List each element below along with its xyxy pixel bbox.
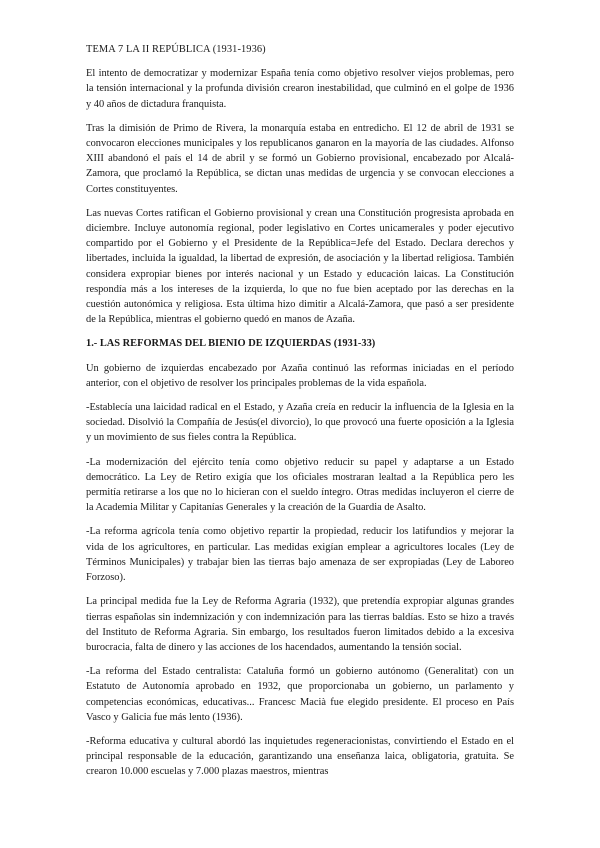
intro-paragraph-2: Tras la dimisión de Primo de Rivera, la monarquía estaba en entredicho. El 12 de abril de 1931 se convocaron elecciones municipales y los republicanos ganaron en la mayoría de las ciudades. Alfonso XIII abandonó el país el 14 de abril y se formó un Gobierno provisional, encabezado por Alcalá-Zamora, que proclamó la República, se dictan unas medidas de urgencia y se convocan elecciones a Cortes constituyentes. xyxy=(86,122,514,195)
section-paragraph-2: -Establecía una laicidad radical en el Estado, y Azaña creía en reducir la influencia de la Iglesia en la sociedad. Disolvió la Compañía de Jesús(el divorcio), lo que provocó una fuerte oposición a la Iglesia y un movimiento de sus fieles contra la República. xyxy=(86,402,514,444)
section-heading: 1.- LAS REFORMAS DEL BIENIO DE IZQUIERDAS (1931-33) xyxy=(86,338,376,350)
section-paragraph-6: -La reforma del Estado centralista: Cataluña formó un gobierno autónomo (Generalitat) con un Estatuto de Autonomía aprobado en 1932, que proporcionaba un gobierno, un parlamento y competencias económicas, educativas... Francesc Macià fue elegido presidente. El proceso en País Vasco y Galicia fue más lento (1936). xyxy=(86,666,514,723)
document-title: TEMA 7 LA II REPÚBLICA (1931-1936) xyxy=(86,44,266,55)
section-paragraph-7: -Reforma educativa y cultural abordó las inquietudes regeneracionistas, convirtiendo el Estado en el principal responsable de la educación, garantizando una enseñanza laica, obligatoria, gratuita. Se crearon 10.000 escuelas y 7.000 plazas maestros, mientras xyxy=(86,735,514,778)
section-paragraph-4: -La reforma agrícola tenía como objetivo repartir la propiedad, reducir los latifundios y mejorar la vida de los agricultores, en particular. Las medidas exigían emplear a agricultores locales (Ley de Términos Municipales) y trabajar bien las tierras bajo amenaza de ser expropiadas (Ley de Laboreo Forzoso). xyxy=(86,526,514,584)
section-paragraph-1: Un gobierno de izquierdas encabezado por Azaña continuó las reformas iniciadas en el período anterior, con el objetivo de resolver los principales problemas de la vida española. xyxy=(86,362,514,389)
intro-paragraph-1: El intento de democratizar y modernizar España tenía como objetivo resolver viejos problemas, pero la tensión internacional y la profunda división crearon inestabilidad, que culminó en el golpe de 1936 y 40 años de dictadura franquista. xyxy=(86,68,514,110)
section-paragraph-3: -La modernización del ejército tenía como objetivo reducir su papel y adaptarse a un Estado democrático. La Ley de Retiro exigía que los oficiales mostraran lealtad a la República pero les permitía retirarse a los que no lo hicieran con el sueldo íntegro. Otras medidas incluyeron el cierre de la Academia Militar y Capitanías Generales y la creación de la Guardia de Asalto. xyxy=(86,456,514,514)
section-paragraph-5: La principal medida fue la Ley de Reforma Agraria (1932), que pretendía expropiar algunas grandes tierras españolas sin indemnización y con indemnización para las tierras baldías. Esto se hizo a través del Instituto de Reforma Agraria. Sin embargo, los resultados fueron limitados debido a la excesiva burocracia, falta de dinero y las acciones de los hacendados, aumentando la tensión social. xyxy=(86,596,514,653)
intro-paragraph-3: Las nuevas Cortes ratifican el Gobierno provisional y crean una Constitución progresista aprobada en diciembre. Incluye autonomía regional, poder legislativo en Cortes unicamerales y poder ejecutivo compartido por el Gobierno y el Presidente de la República=Jefe del Estado. Declara derechos y libertades, incluida la igualdad, la libertad de expresión, de asociación y la libertad religiosa. También considera expropiar bienes por interés nacional y un Estado y educación laicas. La Constitución respondía más a los intereses de la izquierda, lo que no fue bien aceptado por las derechas en la cuestión autonómica y religiosa. Esta última hizo dimitir a Alcalá-Zamora, que pasó a ser presidente de la República, mientras el gobierno quedó en manos de Azaña. xyxy=(86,207,514,326)
